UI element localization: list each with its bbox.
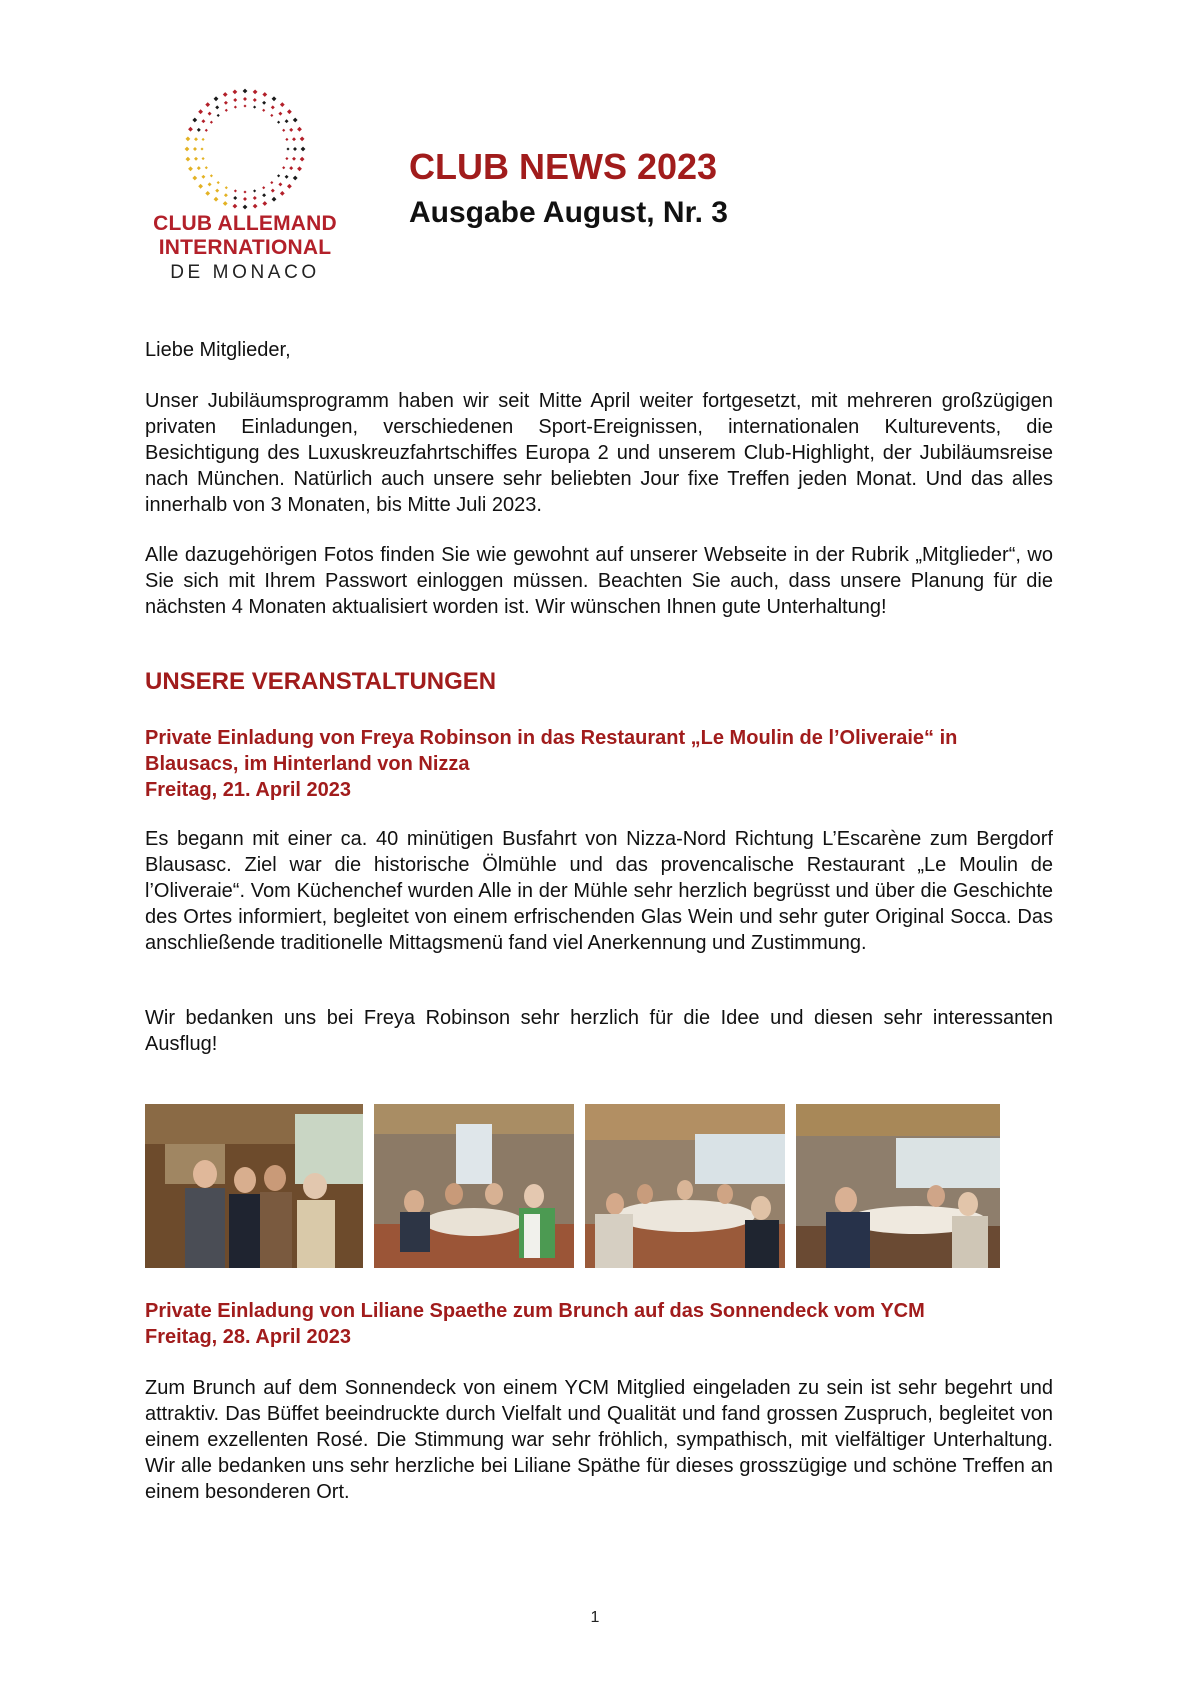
section-heading: UNSERE VERANSTALTUNGEN (145, 668, 497, 695)
event-1-paragraph-1: Es begann mit einer ca. 40 minütigen Busfahrt von Nizza-Nord Richtung L’Escarène zum Bergdorf Blausasc. Ziel war die historische Ölmühle und das provencalische Restaurant „Le Moulin de l’Oliveraie“. Vom Küchenchef wurden Alle in der Mühle sehr herzlich begrüsst und über die Geschichte des Ortes informiert, begleitet von einem erfrischenden Glas Wein und sehr guter Original Socca. Das anschließende traditionelle Mittagsmenü fand viel Anerkennung und Zustimmung. (145, 828, 1053, 954)
event-2-title: Private Einladung von Liliane Spaethe zum Brunch auf das Sonnendeck vom YCM (145, 1300, 925, 1322)
newsletter-title: CLUB NEWS 2023 (409, 146, 718, 187)
event-photo-1 (145, 1104, 363, 1268)
event-photo-2 (374, 1104, 574, 1268)
event-photo-4 (796, 1104, 1000, 1268)
logo-line-2: INTERNATIONAL (158, 236, 332, 259)
event-2-heading (145, 1298, 1055, 1350)
logo-line-1: CLUB ALLEMAND (153, 212, 337, 235)
event-1-paragraph-2: Wir bedanken uns bei Freya Robinson sehr herzlich für die Idee und diesen sehr interessanten Ausflug! (145, 1007, 1053, 1055)
event-1-date: Freitag, 21. April 2023 (145, 779, 352, 801)
club-logo (150, 86, 340, 286)
event-photo-3 (585, 1104, 785, 1268)
logo-line-3: DE MONACO (170, 262, 320, 283)
event-2-date: Freitag, 28. April 2023 (145, 1326, 352, 1348)
intro-paragraph-2: Alle dazugehörigen Fotos finden Sie wie gewohnt auf unserer Webseite in der Rubrik „Mitglieder“, wo Sie sich mit Ihrem Passwort einloggen müssen. Beachten Sie auch, dass unsere Planung für die nächsten 4 Monaten aktualisiert worden ist. Wir wünschen Ihnen gute Unterhaltung! (145, 544, 1053, 618)
logo-ring-icon (180, 86, 310, 212)
page-number: 1 (590, 1609, 600, 1626)
event-1-title-line-2: Blausacs, im Hinterland von Nizza (145, 753, 470, 775)
greeting: Liebe Mitglieder, (145, 339, 291, 361)
event-1-title-line-1: Private Einladung von Freya Robinson in das Restaurant „Le Moulin de l’Oliveraie“ in (145, 727, 958, 749)
event-1-photo-strip (145, 1104, 1045, 1268)
logo-text (150, 212, 340, 285)
intro-paragraph-1: Unser Jubiläumsprogramm haben wir seit Mitte April weiter fortgesetzt, mit mehreren großzügigen privaten Einladungen, verschiedenen Sport-Ereignissen, internationalen Kulturevents, die Besichtigung des Luxuskreuzfahrtschiffes Europa 2 und unserem Club-Highlight, der Jubiläumsreise nach München. Natürlich auch unsere sehr beliebten Jour fixe Treffen jeden Monat. Und das alles innerhalb von 3 Monaten, bis Mitte Juli 2023. (145, 390, 1053, 516)
event-1-heading (145, 725, 1055, 803)
newsletter-subtitle: Ausgabe August, Nr. 3 (409, 196, 728, 229)
event-2-paragraph-1: Zum Brunch auf dem Sonnendeck von einem YCM Mitglied eingeladen zu sein ist sehr begehrt und attraktiv. Das Büffet beeindruckte durch Vielfalt und Qualität und fand grossen Zuspruch, begleitet von einem exzellenten Rosé. Die Stimmung war sehr fröhlich, sympathisch, mit vielfältiger Unterhaltung. Wir alle bedanken uns sehr herzliche bei Liliane Späthe für dieses grosszügige und schöne Treffen an einem besonderen Ort. (145, 1377, 1053, 1503)
